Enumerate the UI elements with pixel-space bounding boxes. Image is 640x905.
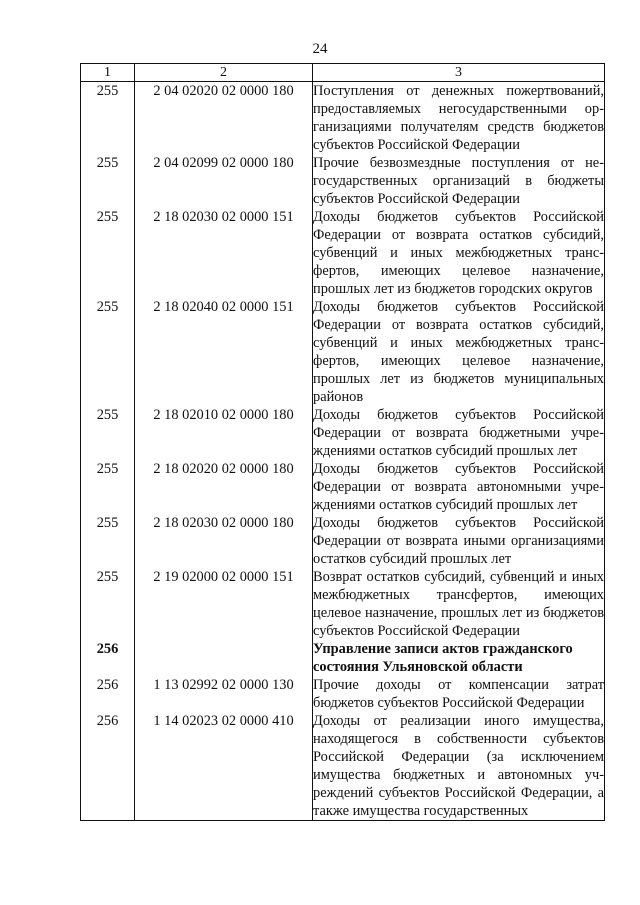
- table-body: [81, 82, 605, 821]
- budget-revenue-table: [80, 63, 605, 821]
- table-row: [81, 154, 605, 208]
- table-row: [81, 676, 605, 712]
- table-row: [81, 712, 605, 821]
- budget-classification-code-cell: 2 18 02030 02 0000 151: [135, 208, 313, 298]
- budget-classification-code-cell: [135, 640, 313, 676]
- administrator-code-cell: 256: [81, 676, 135, 712]
- revenue-name-cell: Доходы бюджетов субъектов Российской Федерации от возврата остатков субсидий, субвенций и иных межбюджетных трансфертов, имеющих целевое назначение, прошлых лет из бюджетов муниципальных районов: [313, 299, 604, 405]
- administrator-code-cell: 255: [81, 298, 135, 406]
- administrator-code-cell: 255: [81, 460, 135, 514]
- revenue-name-cell: Доходы от реализации иного имущества, находящегося в собственности субъектов Российской Федерации (за исключением имущества бюджетных и автономных учреждений субъектов Российской Федерации, а также имущества государственных: [313, 713, 604, 819]
- revenue-name-cell: Поступления от денежных пожертвований, предоставляемых негосударственными организациями получателям средств бюджетов субъектов Российской Федерации: [313, 83, 604, 153]
- administrator-code-cell: 256: [81, 712, 135, 821]
- administrator-code-cell: 255: [81, 406, 135, 460]
- administrator-code-cell: 255: [81, 514, 135, 568]
- administrator-code-cell: 255: [81, 568, 135, 640]
- revenue-name-cell: Доходы бюджетов субъектов Российской Федерации от возврата автономными учреждениями остатков субсидий прошлых лет: [313, 461, 604, 513]
- revenue-name-cell: Доходы бюджетов субъектов Российской Федерации от возврата бюджетными учреждениями остатков субсидий прошлых лет: [313, 407, 604, 459]
- budget-classification-code-cell: 1 13 02992 02 0000 130: [135, 676, 313, 712]
- budget-classification-code-cell: 2 18 02040 02 0000 151: [135, 298, 313, 406]
- column-number-2: 2: [135, 64, 313, 82]
- administrator-code-cell: 255: [81, 82, 135, 155]
- budget-classification-code-cell: 2 04 02099 02 0000 180: [135, 154, 313, 208]
- budget-classification-code-cell: 2 18 02020 02 0000 180: [135, 460, 313, 514]
- column-number-1: 1: [81, 64, 135, 82]
- revenue-name-cell: Доходы бюджетов субъектов Российской Федерации от возврата иными организациями остатков субсидий прошлых лет: [313, 515, 604, 567]
- administrator-code-cell: 255: [81, 154, 135, 208]
- page-number: 24: [312, 41, 328, 57]
- table-section-header-row: [81, 640, 605, 676]
- table-row: [81, 568, 605, 640]
- table-row: [81, 298, 605, 406]
- revenue-name-cell: Управление записи актов гражданского состояния Ульяновской области: [313, 640, 605, 676]
- table-row: [81, 460, 605, 514]
- table-row: [81, 514, 605, 568]
- table-row: [81, 82, 605, 155]
- column-number-3: 3: [313, 64, 605, 82]
- budget-classification-code-cell: 2 18 02010 02 0000 180: [135, 406, 313, 460]
- table-row: [81, 208, 605, 298]
- budget-classification-code-cell: 2 18 02030 02 0000 180: [135, 514, 313, 568]
- table-row: [81, 406, 605, 460]
- budget-classification-code-cell: 2 04 02020 02 0000 180: [135, 82, 313, 155]
- administrator-code-cell: 255: [81, 208, 135, 298]
- budget-classification-code-cell: 1 14 02023 02 0000 410: [135, 712, 313, 821]
- budget-classification-code-cell: 2 19 02000 02 0000 151: [135, 568, 313, 640]
- revenue-name-cell: Доходы бюджетов субъектов Российской Федерации от возврата остатков субсидий, субвенций и иных межбюджетных трансфертов, имеющих целевое назначение, прошлых лет из бюджетов городских округов: [313, 209, 604, 297]
- revenue-name-cell: Прочие доходы от компенсации затрат бюджетов субъектов Российской Федерации: [313, 677, 604, 711]
- column-number-row: [81, 64, 605, 82]
- revenue-name-cell: Прочие безвозмездные поступления от негосударственных организаций в бюджеты субъектов Российской Федерации: [313, 155, 604, 207]
- revenue-name-cell: Возврат остатков субсидий, субвенций и иных межбюджетных трансфертов, имеющих целевое назначение, прошлых лет из бюджетов субъектов Российской Федерации: [313, 569, 604, 639]
- administrator-code-cell: 256: [81, 640, 135, 676]
